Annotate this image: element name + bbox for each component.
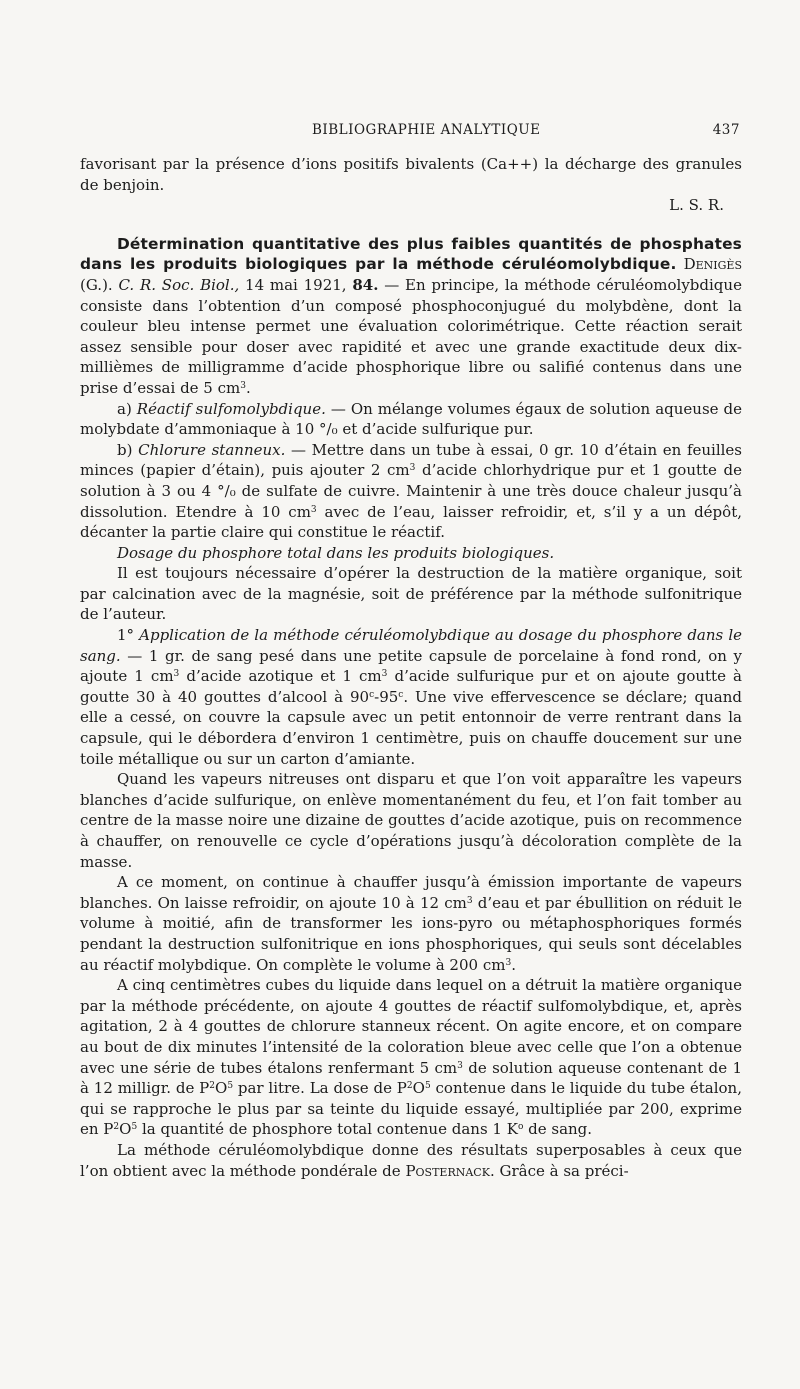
cinq-text: O (215, 1079, 228, 1098)
citation-page: 84. (352, 275, 379, 294)
moment-text: . (511, 955, 516, 974)
exponent: c (369, 689, 375, 700)
reagent-b-text: — Mettre dans un tube à essai, 0 gr. 10 d’étain en feuilles minces (papier d’étain), puis ajouter 2 cm (80, 440, 742, 480)
reagent-a (80, 399, 742, 440)
final-text: . Grâce à sa préci- (489, 1161, 629, 1180)
application-text: — 1 gr. de sang pesé dans une petite capsule de porcelaine à fond rond, on y ajoute 1 cm (80, 646, 742, 686)
application-text: -95 (374, 687, 399, 706)
reagent-b (80, 440, 742, 543)
cinq-text: de solution aqueuse contenant de 1 à 12 milligr. de P (80, 1058, 742, 1098)
vapeurs-paragraph: Quand les vapeurs nitreuses ont disparu et que l’on voit apparaître les vapeurs blanches d’acide sulfurique, on enlève momentanément du feu, et l’on fait tomber au centre de la masse noire une dizaine de gouttes d’acide azotique, puis on recommence à chauffer, on renouvelle ce cycle d’opérations jusqu’à décoloration complète de la masse. (80, 770, 742, 871)
application-text: d’acide azotique et 1 cm (179, 667, 382, 686)
moment-text: A ce moment, on continue à chauffer jusqu’à émission importante de vapeurs blanches. On laisse refroidir, on ajoute 10 à 12 cm (80, 873, 742, 912)
intro-text: — En principe, la méthode céruléomolybdique consiste dans l’obtention d’un composé phosphoconjugué du molybdène, dont la couleur bleu intense permet une évaluation colorimétrique. Cette réaction serait assez sensible pour doser avec rapidité et avec une grande exactitude deux dix-millièmes de milligramme d’acide phosphorique libre ou salifié contenus dans une prise d’essai de 5 cm (80, 275, 742, 397)
article-heading: Détermination quantitative des plus faibles quantités de phosphates dans les produits biologiques par la méthode céruléomolybdique. (80, 234, 742, 274)
journal-name: C. R. Soc. Biol., (118, 275, 240, 294)
reagent-b-text: d’acide chlorhydrique pur et 1 goutte de solution à 3 ou 4 °/₀ de sulfate de cuivre. Maintenir à une très douce chaleur jusqu’à dissolution. Etendre à 10 cm (80, 461, 742, 521)
reviewer-initials: L. S. R. (669, 196, 724, 215)
previous-entry-end (80, 154, 742, 195)
cinq-text: A cinq centimètres cubes du liquide dans lequel on a détruit la matière organique par la méthode précédente, on ajoute 4 gouttes de réactif sulfomolybdique, et, après agitation, 2 à 4 gouttes de chlorure stanneux récent. On agite encore, et on compare au bout de dix minutes l’intensité de la coloration bleue avec celle que l’on a obtenue avec une série de tubes étalons renfermant 5 cm (80, 976, 742, 1077)
exponent: c (398, 689, 404, 700)
article-entry (80, 234, 742, 399)
cinq-text: de sang. (523, 1120, 593, 1139)
application-paragraph (80, 625, 742, 769)
application-text: d’acide sulfurique pur et on ajoute goutte à goutte 30 à 40 gouttes d’alcool à 90 (80, 667, 742, 706)
exponent: 3 (409, 463, 416, 474)
reviewer-line (80, 195, 742, 216)
exponent: 5 (424, 1081, 431, 1092)
final-paragraph (80, 1140, 742, 1181)
exponent: 5 (227, 1081, 234, 1092)
exponent: 3 (240, 380, 246, 391)
reagent-a-title: Réactif sulfomolybdique. (136, 399, 326, 418)
application-title: Application de la méthode céruléomolybdique au dosage du phosphore dans le sang. (80, 626, 742, 665)
intro-end: . (245, 378, 251, 397)
exponent: 3 (173, 669, 180, 680)
reagent-a-label: a) (117, 399, 132, 418)
cinq-text: O (412, 1079, 425, 1098)
cinq-text: par litre. La dose de P (233, 1079, 407, 1098)
article-author: Denigès (G.). (80, 255, 742, 294)
dosage-paragraph: Il est toujours nécessaire d’opérer la destruction de la matière organique, soit par calcination avec de la magnésie, soit de préférence par la méthode sulfonitrique de l’auteur. (80, 564, 742, 624)
reagent-b-text: avec de l’eau, laisser refroidir, et, s’il y a un dépôt, décanter la partie claire qui constitue le réactif. (80, 502, 742, 542)
exponent: 3 (505, 957, 512, 968)
exponent: 2 (209, 1081, 215, 1092)
moment-text: d’eau et par ébullition on réduit le volume à moitié, afin de transformer les ions-pyro ou métaphosphoriques formés pendant la destruction sulfonitrique en ions phosphoriques, qui seuls sont décelables au réactif molybdique. On complète le volume à 200 cm (80, 893, 742, 974)
application-text: . Une vive effervescence se déclare; quand elle a cessé, on couvre la capsule avec un petit entonnoir de verre rentrant dans la capsule, qui le débordera d’environ 1 centimètre, puis on chauffe doucement sur une toile métallique ou sur un carton d’amiante. (80, 687, 742, 768)
text-body (80, 154, 742, 1181)
reagent-b-title: Chlorure stanneux. (138, 440, 286, 459)
previous-entry-text: favorisant par la présence d’ions positifs bivalents (Ca++) la décharge des granules de benjoin. (80, 155, 742, 194)
author-name: Posternack (405, 1161, 490, 1180)
dosage-title (80, 543, 742, 564)
reagent-b-label: b) (117, 440, 133, 459)
exponent: 3 (457, 1060, 463, 1071)
exponent: 3 (466, 895, 473, 906)
exponent: 5 (131, 1122, 138, 1133)
cinq-text: la quantité de phosphore total contenue dans 1 K (137, 1120, 518, 1139)
moment-paragraph (80, 872, 742, 975)
exponent: 2 (113, 1122, 120, 1133)
reagent-a-text: — On mélange volumes égaux de solution aqueuse de molybdate d’ammoniaque à 10 °/₀ et d’acide sulfurique pur. (80, 399, 742, 439)
application-label: 1° (117, 626, 135, 645)
cinq-text: O (119, 1120, 132, 1139)
running-title: BIBLIOGRAPHIE ANALYTIQUE (312, 122, 541, 138)
exponent: 3 (381, 669, 388, 680)
cinq-paragraph (80, 975, 742, 1140)
page-number: 437 (712, 122, 740, 138)
citation-date: 14 mai 1921, (245, 275, 347, 294)
dosage-title-text: Dosage du phosphore total dans les produits biologiques. (117, 543, 555, 562)
final-text: La méthode céruléomolybdique donne des résultats superposables à ceux que l’on obtient avec la méthode pondérale de (80, 1140, 742, 1180)
exponent: o (517, 1122, 524, 1133)
cinq-text: contenue dans le liquide du tube étalon, qui se rapproche le plus par sa teinte du liquide essayé, multipliée par 200, exprime en P (80, 1079, 742, 1139)
exponent: 3 (310, 504, 317, 515)
running-head (80, 118, 740, 142)
exponent: 2 (406, 1081, 413, 1092)
